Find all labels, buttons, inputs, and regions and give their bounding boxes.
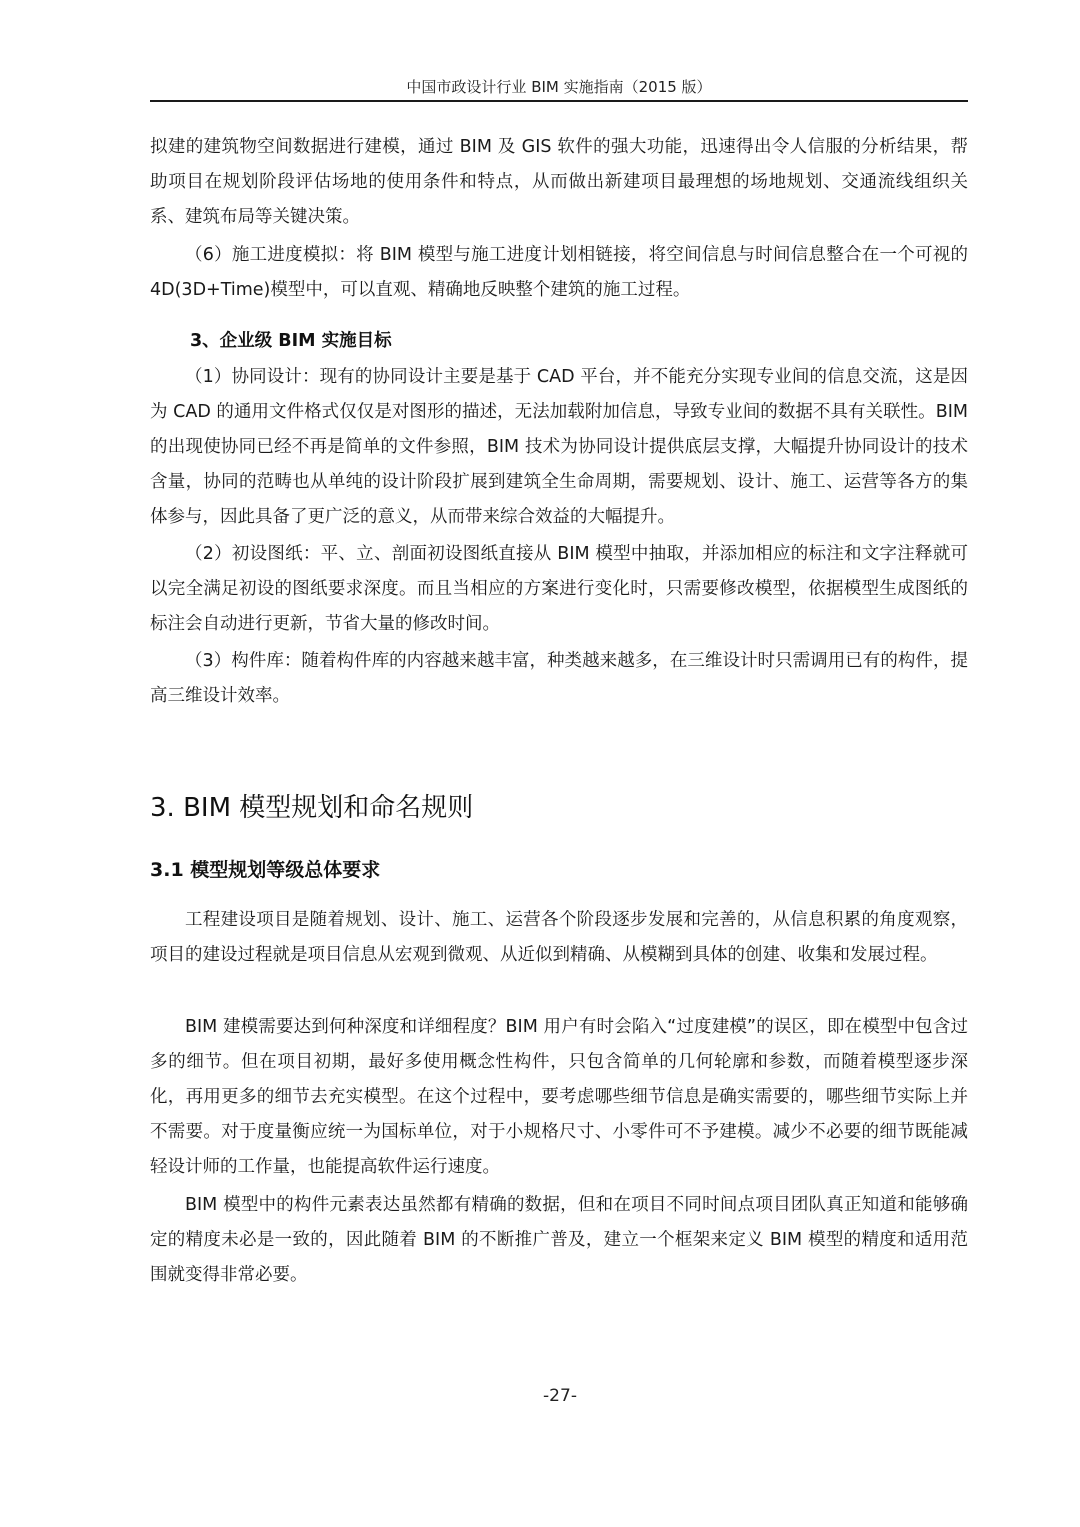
paragraph-project-information: 工程建设项目是随着规划、设计、施工、运营各个阶段逐步发展和完善的，从信息积累的角度观察，项目的建设过程就是项目信息从宏观到微观、从近似到精确、从模糊到具体的创建、收集和发展过程。 <box>150 910 968 965</box>
paragraph-modeling-depth: BIM 建模需要达到何种深度和详细程度？BIM 用户有时会陷入“过度建模”的误区，即在模型中包含过多的细节。但在项目初期，最好多使用概念性构件，只包含简单的几何轮廓和参数，而随着模型逐步深化，再用更多的细节去充实模型。在这个过程中，要考虑哪些细节信息是确实需要的，哪些细节实际上并不需要。对于度量衡应统一为国标单位，对于小规格尺寸、小零件可不予建模。减少不必要的细节既能减轻设计师的工作量，也能提高软件运行速度。 <box>150 1017 968 1177</box>
section-heading: 3.1 模型规划等级总体要求 <box>150 859 381 881</box>
paragraph-preliminary-drawings: （2）初设图纸：平、立、剖面初设图纸直接从 BIM 模型中抽取，并添加相应的标注和文字注释就可以完全满足初设的图纸要求深度。而且当相应的方案进行变化时，只需要修改模型，依据模型生成图纸的标注会自动进行更新，节省大量的修改时间。 <box>150 544 968 634</box>
page-number: -27- <box>543 1386 577 1406</box>
chapter-heading: 3. BIM 模型规划和命名规则 <box>150 793 474 823</box>
paragraph-component-library: （3）构件库：随着构件库的内容越来越丰富，种类越来越多，在三维设计时只需调用已有的构件，提高三维设计效率。 <box>150 651 968 706</box>
running-header: 中国市政设计行业 BIM 实施指南（2015 版） <box>406 78 712 96</box>
subheading-enterprise-goals: 3、企业级 BIM 实施目标 <box>190 331 392 351</box>
paragraph-construction-simulation: （6）施工进度模拟：将 BIM 模型与施工进度计划相链接，将空间信息与时间信息整合在一个可视的 4D(3D+Time)模型中，可以直观、精确地反映整个建筑的施工过程。 <box>150 245 968 300</box>
paragraph-collaborative-design: （1）协同设计：现有的协同设计主要是基于 CAD 平台，并不能充分实现专业间的信息交流，这是因为 CAD 的通用文件格式仅仅是对图形的描述，无法加载附加信息，导致专业间的数据不具有关联性。BIM 的出现使协同已经不再是简单的文件参照，BIM 技术为协同设计提供底层支撑，大幅提升协同设计的技术含量，协同的范畴也从单纯的设计阶段扩展到建筑全生命周期，需要规划、设计、施工、运营等各方的集体参与，因此具备了更广泛的意义，从而带来综合效益的大幅提升。 <box>150 367 968 527</box>
paragraph-site-analysis: 拟建的建筑物空间数据进行建模，通过 BIM 及 GIS 软件的强大功能，迅速得出令人信服的分析结果，帮助项目在规划阶段评估场地的使用条件和特点，从而做出新建项目最理想的场地规划、交通流线组织关系、建筑布局等关键决策。 <box>150 137 968 227</box>
header-rule <box>150 100 968 102</box>
paragraph-model-precision: BIM 模型中的构件元素表达虽然都有精确的数据，但和在项目不同时间点项目团队真正知道和能够确定的精度未必是一致的，因此随着 BIM 的不断推广普及，建立一个框架来定义 BIM 模型的精度和适用范围就变得非常必要。 <box>150 1195 968 1285</box>
